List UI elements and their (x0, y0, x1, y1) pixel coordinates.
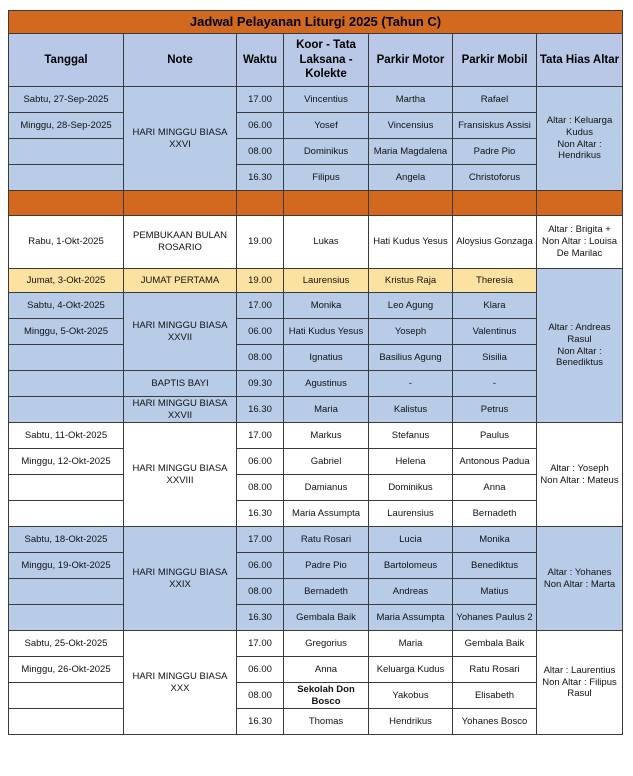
note-cell: HARI MINGGU BIASA XXVII (124, 397, 237, 423)
table-row (9, 423, 623, 449)
motor-cell: Maria Magdalena (369, 139, 453, 165)
hias-cell: Altar : Brigita + Non Altar : Louisa De Marilac (537, 216, 623, 269)
date-cell-empty (9, 501, 124, 527)
koor-cell: Monika (284, 293, 369, 319)
date-cell: Minggu, 5-Okt-2025 (9, 319, 124, 345)
koor-cell: Padre Pio (284, 553, 369, 579)
mobil-cell: Christoforus (453, 165, 537, 191)
waktu-cell: 08.00 (237, 475, 284, 501)
date-cell: Rabu, 1-Okt-2025 (9, 216, 124, 269)
title-row (9, 11, 623, 34)
koor-cell: Thomas (284, 709, 369, 735)
header-tata-hias: Tata Hias Altar (537, 34, 623, 87)
koor-cell: Bernadeth (284, 579, 369, 605)
note-cell: HARI MINGGU BIASA XXX (124, 631, 237, 735)
mobil-cell: Elisabeth (453, 683, 537, 709)
waktu-cell: 08.00 (237, 139, 284, 165)
date-cell: Minggu, 26-Okt-2025 (9, 657, 124, 683)
motor-cell: Andreas (369, 579, 453, 605)
motor-cell: Maria (369, 631, 453, 657)
mobil-cell: Yohanes Bosco (453, 709, 537, 735)
date-cell: Jumat, 3-Okt-2025 (9, 269, 124, 293)
waktu-cell: 06.00 (237, 113, 284, 139)
koor-cell: Dominikus (284, 139, 369, 165)
mobil-cell: Theresia (453, 269, 537, 293)
waktu-cell: 08.00 (237, 345, 284, 371)
note-cell: HARI MINGGU BIASA XXIX (124, 527, 237, 631)
waktu-cell: 19.00 (237, 269, 284, 293)
motor-cell: Yoseph (369, 319, 453, 345)
mobil-cell: Anna (453, 475, 537, 501)
mobil-cell: Gembala Baik (453, 631, 537, 657)
note-cell: HARI MINGGU BIASA XXVII (124, 293, 237, 371)
date-cell-empty (9, 397, 124, 423)
header-koor: Koor - Tata Laksana - Kolekte (284, 34, 369, 87)
waktu-cell: 09.30 (237, 371, 284, 397)
mobil-cell: Aloysius Gonzaga (453, 216, 537, 269)
mobil-cell: Antonous Padua (453, 449, 537, 475)
table-row (9, 631, 623, 657)
koor-cell: Vincentius (284, 87, 369, 113)
motor-cell: Dominikus (369, 475, 453, 501)
koor-cell: Maria (284, 397, 369, 423)
table-title: Jadwal Pelayanan Liturgi 2025 (Tahun C) (9, 11, 623, 34)
date-cell-empty (9, 139, 124, 165)
date-cell: Minggu, 28-Sep-2025 (9, 113, 124, 139)
header-waktu: Waktu (237, 34, 284, 87)
date-cell: Sabtu, 11-Okt-2025 (9, 423, 124, 449)
table-row (9, 319, 623, 345)
waktu-cell: 06.00 (237, 657, 284, 683)
header-parkir-mobil: Parkir Mobil (453, 34, 537, 87)
hias-cell: Altar : Yoseph Non Altar : Mateus (537, 423, 623, 527)
date-cell-empty (9, 345, 124, 371)
koor-cell: Maria Assumpta (284, 501, 369, 527)
mobil-cell: Klara (453, 293, 537, 319)
date-cell-empty (9, 605, 124, 631)
koor-cell: Ratu Rosari (284, 527, 369, 553)
mobil-cell: Yohanes Paulus 2 (453, 605, 537, 631)
date-cell: Sabtu, 25-Okt-2025 (9, 631, 124, 657)
motor-cell: Angela (369, 165, 453, 191)
motor-cell: Hati Kudus Yesus (369, 216, 453, 269)
header-row (9, 34, 623, 87)
waktu-cell: 06.00 (237, 553, 284, 579)
motor-cell: - (369, 371, 453, 397)
koor-cell: Filipus (284, 165, 369, 191)
waktu-cell: 19.00 (237, 216, 284, 269)
waktu-cell: 06.00 (237, 449, 284, 475)
koor-cell: Lukas (284, 216, 369, 269)
header-tanggal: Tanggal (9, 34, 124, 87)
note-cell: JUMAT PERTAMA (124, 269, 237, 293)
note-cell: HARI MINGGU BIASA XXVI (124, 87, 237, 191)
table-row (9, 605, 623, 631)
motor-cell: Kalistus (369, 397, 453, 423)
mobil-cell: Valentinus (453, 319, 537, 345)
date-cell-empty (9, 165, 124, 191)
date-cell: Sabtu, 18-Okt-2025 (9, 527, 124, 553)
waktu-cell: 16.30 (237, 397, 284, 423)
koor-cell: Markus (284, 423, 369, 449)
mobil-cell: Benediktus (453, 553, 537, 579)
separator-row (9, 191, 623, 216)
motor-cell: Laurensius (369, 501, 453, 527)
table-row (9, 165, 623, 191)
waktu-cell: 16.30 (237, 605, 284, 631)
waktu-cell: 08.00 (237, 683, 284, 709)
mobil-cell: Paulus (453, 423, 537, 449)
table-row (9, 293, 623, 319)
koor-cell: Agustinus (284, 371, 369, 397)
waktu-cell: 16.30 (237, 165, 284, 191)
header-note: Note (124, 34, 237, 87)
table-row (9, 475, 623, 501)
motor-cell: Hendrikus (369, 709, 453, 735)
motor-cell: Bartolomeus (369, 553, 453, 579)
motor-cell: Vincensius (369, 113, 453, 139)
waktu-cell: 08.00 (237, 579, 284, 605)
hias-cell: Altar : Laurentius Non Altar : Filipus Rasul (537, 631, 623, 735)
mobil-cell: Bernadeth (453, 501, 537, 527)
mobil-cell: Sisilia (453, 345, 537, 371)
note-cell: HARI MINGGU BIASA XXVIII (124, 423, 237, 527)
motor-cell: Helena (369, 449, 453, 475)
table-row (9, 269, 623, 293)
mobil-cell: Ratu Rosari (453, 657, 537, 683)
table-row (9, 449, 623, 475)
motor-cell: Kristus Raja (369, 269, 453, 293)
date-cell-empty (9, 709, 124, 735)
mobil-cell: Petrus (453, 397, 537, 423)
motor-cell: Maria Assumpta (369, 605, 453, 631)
mobil-cell: Rafael (453, 87, 537, 113)
table-row (9, 527, 623, 553)
motor-cell: Keluarga Kudus (369, 657, 453, 683)
mobil-cell: Fransiskus Assisi (453, 113, 537, 139)
table-row (9, 553, 623, 579)
table-row (9, 113, 623, 139)
hias-cell: Altar : Andreas Rasul Non Altar : Benediktus (537, 269, 623, 423)
koor-cell: Ignatius (284, 345, 369, 371)
waktu-cell: 17.00 (237, 631, 284, 657)
date-cell: Minggu, 19-Okt-2025 (9, 553, 124, 579)
motor-cell: Leo Agung (369, 293, 453, 319)
table-row (9, 683, 623, 709)
table-row (9, 397, 623, 423)
table-row (9, 87, 623, 113)
date-cell-empty (9, 475, 124, 501)
koor-cell: Gabriel (284, 449, 369, 475)
note-cell: BAPTIS BAYI (124, 371, 237, 397)
koor-cell: Gembala Baik (284, 605, 369, 631)
table-row (9, 657, 623, 683)
hias-cell: Altar : Keluarga Kudus Non Altar : Hendrikus (537, 87, 623, 191)
waktu-cell: 16.30 (237, 709, 284, 735)
table-row (9, 345, 623, 371)
date-cell-empty (9, 579, 124, 605)
mobil-cell: Monika (453, 527, 537, 553)
header-parkir-motor: Parkir Motor (369, 34, 453, 87)
table-row (9, 579, 623, 605)
date-cell-empty (9, 371, 124, 397)
motor-cell: Stefanus (369, 423, 453, 449)
koor-cell: Anna (284, 657, 369, 683)
koor-cell: Damianus (284, 475, 369, 501)
hias-cell: Altar : Yohanes Non Altar : Marta (537, 527, 623, 631)
note-cell: PEMBUKAAN BULAN ROSARIO (124, 216, 237, 269)
table-row (9, 501, 623, 527)
table-row (9, 139, 623, 165)
waktu-cell: 17.00 (237, 87, 284, 113)
koor-cell: Gregorius (284, 631, 369, 657)
table-row (9, 216, 623, 269)
koor-cell: Sekolah Don Bosco (284, 683, 369, 709)
koor-cell: Hati Kudus Yesus (284, 319, 369, 345)
table-row (9, 709, 623, 735)
table-row (9, 371, 623, 397)
waktu-cell: 17.00 (237, 293, 284, 319)
waktu-cell: 17.00 (237, 527, 284, 553)
motor-cell: Martha (369, 87, 453, 113)
schedule-table (8, 10, 623, 735)
date-cell-empty (9, 683, 124, 709)
date-cell: Sabtu, 4-Okt-2025 (9, 293, 124, 319)
mobil-cell: - (453, 371, 537, 397)
date-cell: Minggu, 12-Okt-2025 (9, 449, 124, 475)
motor-cell: Basilius Agung (369, 345, 453, 371)
motor-cell: Yakobus (369, 683, 453, 709)
waktu-cell: 06.00 (237, 319, 284, 345)
mobil-cell: Matius (453, 579, 537, 605)
waktu-cell: 17.00 (237, 423, 284, 449)
koor-cell: Yosef (284, 113, 369, 139)
schedule-table-wrapper (8, 10, 623, 735)
koor-cell: Laurensius (284, 269, 369, 293)
motor-cell: Lucia (369, 527, 453, 553)
mobil-cell: Padre Pio (453, 139, 537, 165)
date-cell: Sabtu, 27-Sep-2025 (9, 87, 124, 113)
waktu-cell: 16.30 (237, 501, 284, 527)
